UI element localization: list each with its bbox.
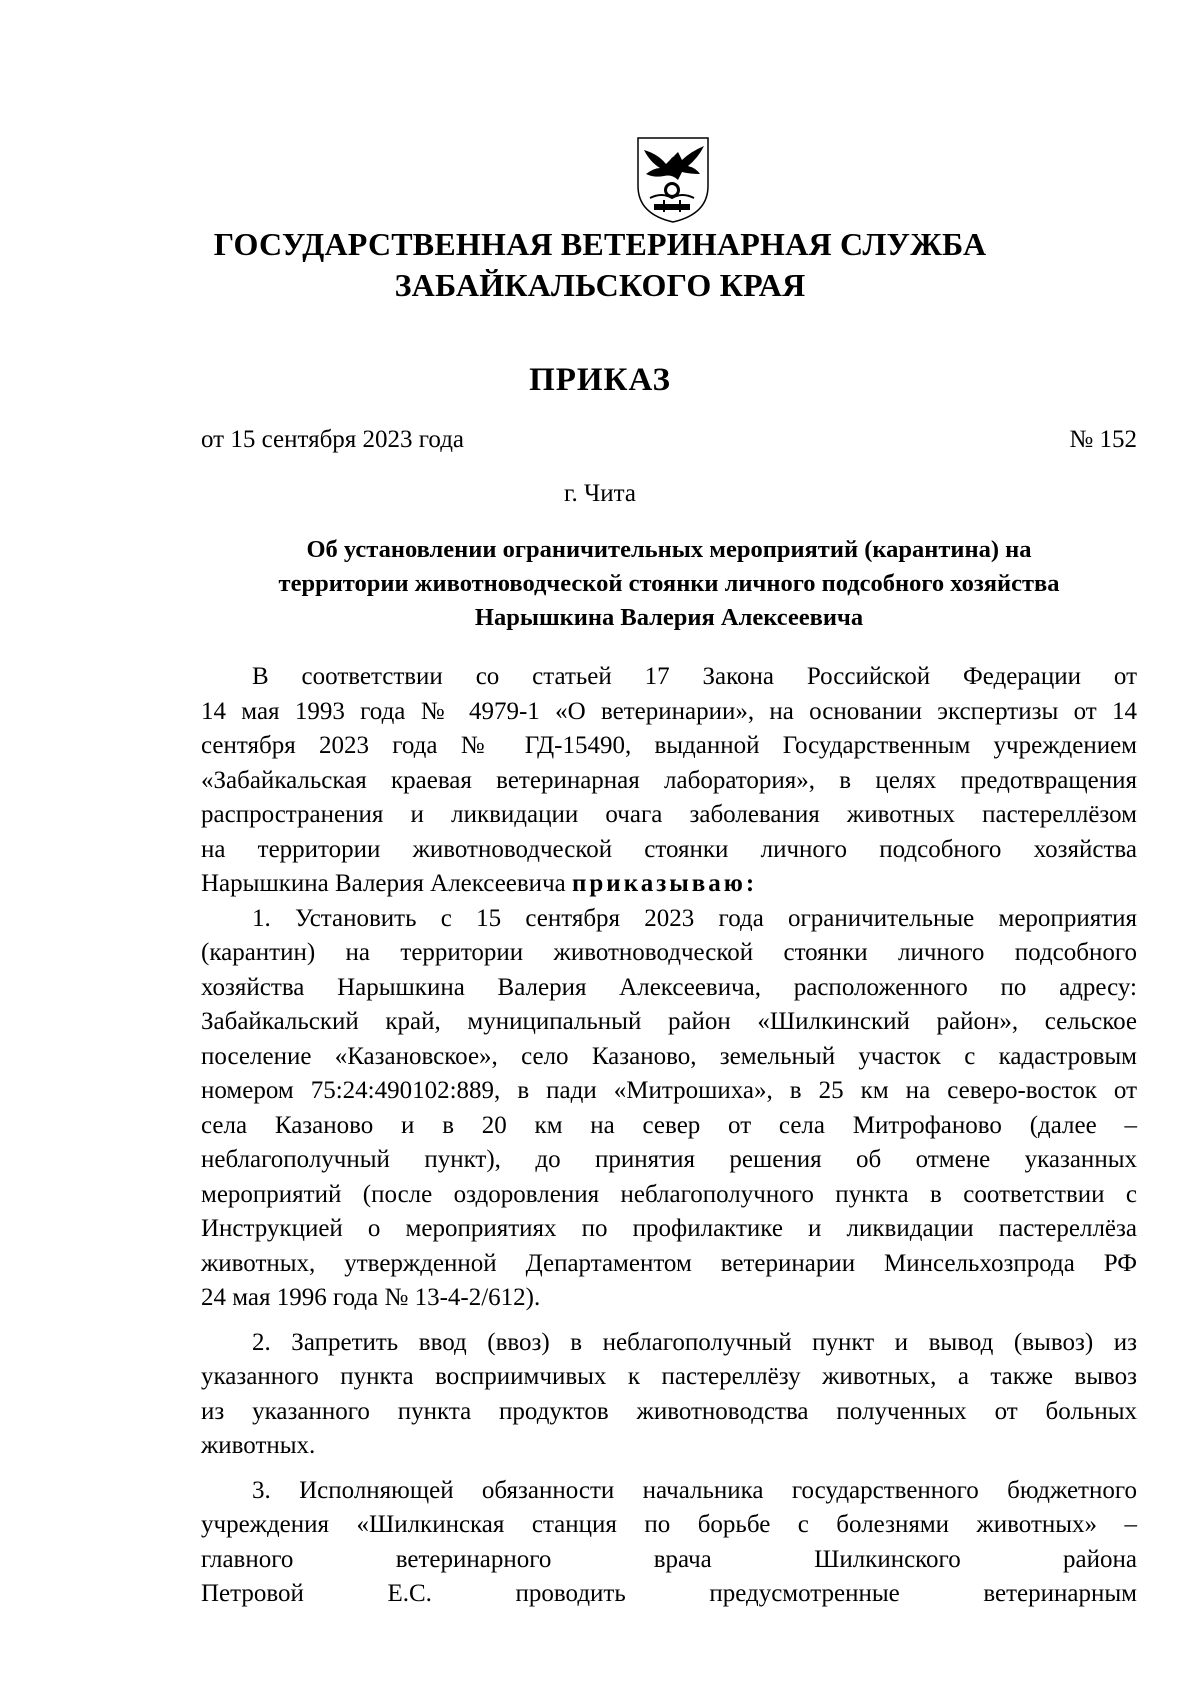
- order-title-line: территории животноводческой стоянки личного подсобного хозяйства: [278, 570, 1060, 597]
- document-type-heading: ПРИКАЗ: [529, 362, 671, 398]
- order-keyword: приказываю:: [571, 870, 758, 897]
- order-number: № 152: [1069, 426, 1137, 453]
- item-1-line: Забайкальский край, муниципальный район «Шилкинский район», сельское: [201, 1008, 1137, 1035]
- order-title-line: Об установлении ограничительных мероприятий (карантина) на: [306, 536, 1032, 563]
- order-date: от 15 сентября 2023 года: [201, 426, 465, 453]
- preamble-line: В соответствии со статьей 17 Закона Российской Федерации от: [252, 663, 1137, 690]
- item-1-line: (карантин) на территории животноводческой стоянки личного подсобного: [201, 939, 1137, 966]
- item-1-line: животных, утвержденной Департаментом ветеринарии Минсельхозпрода РФ: [201, 1249, 1137, 1277]
- item-2-line: животных.: [201, 1432, 316, 1459]
- item-3-line: Петровой Е.С. проводить предусмотренные ветеринарным: [201, 1580, 1137, 1607]
- item-3-line: главного ветеринарного врача Шилкинского района: [201, 1545, 1137, 1573]
- item-1-line: неблагополучный пункт), до принятия решения об отмене указанных: [201, 1146, 1137, 1173]
- preamble-line: 14 мая 1993 года № 4979-1 «О ветеринарии», на основании экспертизы от 14: [201, 697, 1137, 725]
- preamble-line: [201, 867, 1137, 902]
- order-title: [201, 533, 1137, 635]
- item-2-line: из указанного пункта продуктов животноводства полученных от больных: [201, 1397, 1137, 1425]
- order-body: [201, 660, 1137, 1612]
- item-1-line: номером 75:24:490102:889, в пади «Митрошиха», в 25 км на северо-восток от: [201, 1077, 1137, 1104]
- item-1-line: мероприятий (после оздоровления неблагополучного пункта в соответствии с: [201, 1180, 1137, 1208]
- item-1-line: села Казаново и в 20 км на север от села Митрофаново (далее –: [201, 1111, 1137, 1139]
- order-title-line: Нарышкина Валерия Алексеевича: [474, 604, 864, 631]
- preamble-last-text: Нарышкина Валерия Алексеевича: [201, 870, 572, 897]
- item-1-paragraph: [201, 902, 1137, 1316]
- organization-name-line2: ЗАБАЙКАЛЬСКОГО КРАЯ: [394, 267, 806, 303]
- item-2-paragraph: [201, 1326, 1137, 1464]
- preamble-paragraph: [201, 660, 1137, 902]
- city-line: г. Чита: [564, 480, 636, 507]
- item-1-line: хозяйства Нарышкина Валерия Алексеевича, расположенного по адресу:: [201, 973, 1137, 1001]
- preamble-line: сентября 2023 года № ГД-15490, выданной Государственным учреждением: [201, 732, 1137, 759]
- zabaikalsky-krai-coat-of-arms-icon: [634, 134, 712, 224]
- item-1-line: 1. Установить с 15 сентября 2023 года ограничительные мероприятия: [252, 904, 1137, 932]
- item-2-line: указанного пункта восприимчивых к пастереллёзу животных, а также вывоз: [201, 1363, 1137, 1390]
- item-1-line: 24 мая 1996 года № 13-4-2/612).: [201, 1284, 541, 1311]
- preamble-line: «Забайкальская краевая ветеринарная лаборатория», в целях предотвращения: [201, 766, 1137, 794]
- item-3-line: 3. Исполняющей обязанности начальника государственного бюджетного: [252, 1476, 1137, 1504]
- item-3-paragraph: [201, 1474, 1137, 1612]
- preamble-line: на территории животноводческой стоянки личного подсобного хозяйства: [201, 835, 1137, 863]
- item-3-line: учреждения «Шилкинская станция по борьбе с болезнями животных» –: [201, 1511, 1137, 1538]
- item-2-line: 2. Запретить ввод (ввоз) в неблагополучный пункт и вывод (вывоз) из: [252, 1328, 1137, 1356]
- item-1-line: Инструкцией о мероприятиях по профилактике и ликвидации пастереллёза: [201, 1215, 1137, 1242]
- item-1-line: поселение «Казановское», село Казаново, земельный участок с кадастровым: [201, 1042, 1137, 1070]
- organization-name-line1: ГОСУДАРСТВЕННАЯ ВЕТЕРИНАРНАЯ СЛУЖБА: [213, 226, 987, 262]
- preamble-line: распространения и ликвидации очага заболевания животных пастереллёзом: [201, 801, 1137, 828]
